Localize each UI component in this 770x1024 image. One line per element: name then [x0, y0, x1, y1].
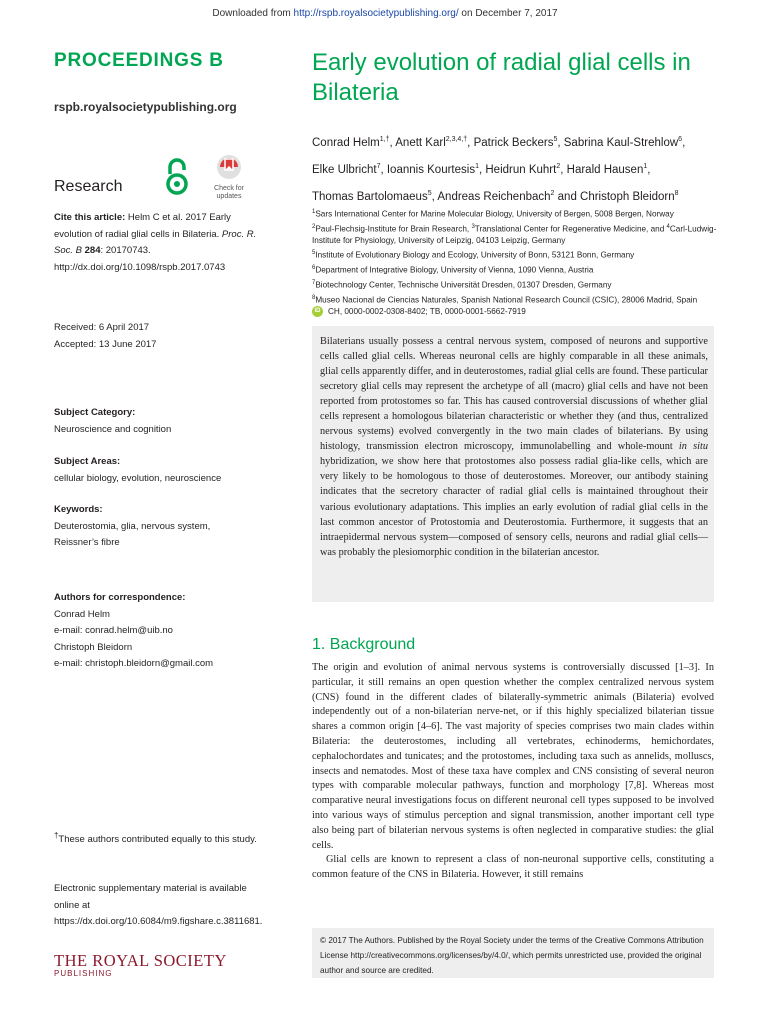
- footnote-mark: †: [54, 831, 59, 840]
- keywords-line2: Reissner’s fibre: [54, 537, 120, 548]
- affiliation-text: Paul-Flechsig-Institute for Brain Research,: [315, 224, 472, 234]
- check-for-updates-button[interactable]: [204, 154, 254, 201]
- author-name: Anett Karl: [395, 136, 446, 149]
- author-affiliation-marker: 2: [550, 189, 555, 197]
- author-affiliation-marker: 1,†: [379, 136, 390, 143]
- author-affiliation-marker: 6: [678, 136, 683, 143]
- cite-journal: Proc. R. Soc. B: [54, 228, 257, 256]
- equal-contribution-footnote: [54, 828, 264, 849]
- publisher-logo-sub: PUBLISHING: [54, 969, 113, 978]
- section-label: Research: [54, 178, 123, 195]
- affiliation-text: Carl-Ludwig-Institute for Physiology, University of Leipzig, 04103 Leipzig, Germany: [312, 224, 717, 246]
- author-name: Harald Hausen: [566, 163, 644, 176]
- author-affiliation-marker: 1: [475, 162, 479, 170]
- background-body: [312, 661, 714, 883]
- journal-name: PROCEEDINGS B: [54, 50, 224, 71]
- correspondent-name-2: Christoph Bleidorn: [54, 641, 133, 653]
- affiliation-text: Museo Nacional de Ciencias Naturales, Spanish National Research Council (CSIC), 28006 Madrid, Spain: [315, 295, 698, 305]
- subject-areas-block: [54, 454, 264, 487]
- author-affiliation-marker: 5: [427, 189, 432, 197]
- correspondent-email-1[interactable]: e-mail: conrad.helm@uib.no: [54, 625, 173, 636]
- cite-doi-link[interactable]: http://dx.doi.org/10.1098/rspb.2017.0743: [54, 261, 226, 273]
- author-name: Andreas Reichenbach: [437, 190, 551, 203]
- subject-category-label: Subject Category:: [54, 407, 136, 418]
- keywords-block: [54, 502, 264, 552]
- copyright-icon: ©: [320, 936, 327, 945]
- cite-label: Cite this article:: [54, 212, 126, 223]
- received-date: Received: 6 April 2017: [54, 322, 150, 333]
- check-updates-line2: updates: [216, 193, 242, 200]
- license-box: [312, 928, 714, 978]
- affiliation-text: Sars International Center for Marine Molecular Biology, University of Bergen, 5008 Bergen, Norway: [315, 209, 674, 219]
- affiliations: [312, 206, 722, 306]
- affiliation-text: Department of Integrative Biology, University of Vienna, 1090 Vienna, Austria: [315, 265, 594, 275]
- orcid-ids[interactable]: CH, 0000-0002-0308-8402; TB, 0000-0001-5662-7919: [328, 307, 526, 316]
- correspondence-label: Authors for correspondence:: [54, 592, 186, 603]
- affiliation-text: Biotechnology Center, Technische Universität Dresden, 01307 Dresden, Germany: [315, 280, 612, 290]
- correspondent-name-1: Conrad Helm: [54, 608, 110, 620]
- abstract-italic: in situ: [678, 441, 708, 453]
- affiliation-number: 3: [471, 223, 475, 230]
- correspondence-block: [54, 590, 264, 673]
- author-name: Christoph Bleidorn: [580, 190, 675, 203]
- author-name: Patrick Beckers: [473, 136, 554, 149]
- abstract-part1: Bilaterians usually possess a central nervous system, composed of neurons and supportive cells called glial cells. Whereas neuronal cells are highly comparable in all these animals, glial cells apparently differ, and in deuterostomes, radial glial cells are found. These particular secretory glial cells may represent the archetype of all (macro) glial cells and have not been reported from protostomes so far. This has caused controversial discussions of whether glial cells represent a homologous bilaterian characteristic or whether they (and thus, centralized nervous systems) evolved convergently in the two main clades of bilaterians. By using histology, transmission electron microscopy, immunolabelling and whole-mount: [320, 336, 708, 453]
- author-affiliation-marker: 2,3,4,†: [445, 136, 468, 143]
- author-name: Heidrun Kuhrt: [485, 163, 557, 176]
- dates-block: [54, 320, 264, 353]
- cite-volume: 284: [82, 245, 101, 256]
- affiliation-number: 4: [666, 223, 670, 230]
- check-updates-line1: Check for: [214, 185, 244, 192]
- subject-areas-value: cellular biology, evolution, neuroscience: [54, 472, 222, 484]
- publisher-logo: THE ROYAL SOCIETY: [54, 951, 227, 970]
- download-link[interactable]: http://rspb.royalsocietypublishing.org/: [293, 8, 459, 19]
- affiliation-number: 7: [312, 279, 316, 286]
- author-name: Sabrina Kaul-Strehlow: [563, 136, 679, 149]
- orcid-icon: iD: [312, 306, 323, 317]
- author-affiliation-marker: 1: [643, 162, 648, 170]
- cite-text: Helm C et al. 2017 Early evolution of radial glial cells in Bilateria.: [54, 212, 231, 240]
- citation-block: [54, 210, 264, 276]
- affiliation-number: 2: [312, 223, 316, 230]
- download-suffix: on December 7, 2017: [458, 8, 558, 19]
- open-access-icon: [165, 156, 189, 196]
- author-name: Elke Ulbricht: [312, 163, 377, 176]
- author-affiliation-marker: 7: [376, 162, 381, 170]
- background-paragraph-1: The origin and evolution of animal nervous systems is controversially discussed [1–3]. In particular, it still remains an open question whether the complex centralized nervous system (CNS) found in the different clades of bilaterally-symmetric animals (Bilateria) evolved independently out of a non-bilaterian nerve-net, or if this highly specialized bilaterian tissue shares a common origin [4–6]. The vast majority of species comprises two main clades within Bilateria: the deuterostomes, including all vertebrates, echinoderms, hemichordates, cephalochordates and tunicates; and the protostomes, including taxa such as annelids, molluscs, insects and nematodes. Most of these taxa have complex and CNS consisting of several neuron types with comparable molecular pathways, function and morphology [7,8]. Whereas most comparative neural investigations focus on different neuronal cell types supposed to be involved into various ways of stimulus perception and signal transmission, another important cell type also being part of bilaterian nervous systems is often neglected in comparative studies: the glial cells.: [312, 662, 714, 851]
- footnote-text: These authors contributed equally to this study.: [58, 834, 257, 846]
- background-paragraph-2: Glial cells are known to represent a class of non-neuronal supportive cells, constituting a common feature of the CNS in Bilateria. However, it still remains: [312, 854, 714, 881]
- article-title: Early evolution of radial glial cells in Bilateria: [312, 49, 691, 106]
- abstract-box: [312, 326, 714, 602]
- journal-site[interactable]: rspb.royalsocietypublishing.org: [54, 100, 237, 114]
- subject-areas-label: Subject Areas:: [54, 456, 121, 467]
- esm-note: Electronic supplementary material is available online at https://dx.doi.org/10.6084/m9.figshare.c.3811681.: [54, 883, 263, 927]
- author-name: Thomas Bartolomaeus: [312, 190, 428, 203]
- accepted-date: Accepted: 13 June 2017: [54, 338, 157, 350]
- affiliation-number: 8: [312, 294, 316, 301]
- affiliation-number: 6: [312, 265, 316, 272]
- cite-article: : 20170743.: [100, 245, 151, 256]
- download-notice: [0, 8, 770, 19]
- affiliation-number: 5: [312, 250, 316, 257]
- subject-category-value: Neuroscience and cognition: [54, 423, 172, 435]
- orcid-row: [312, 306, 526, 317]
- author-affiliation-marker: 5: [553, 136, 558, 143]
- author-name: Conrad Helm: [312, 136, 380, 149]
- affiliation-text: Translational Center for Regenerative Medicine, and: [474, 224, 667, 234]
- keywords-line1: Deuterostomia, glia, nervous system,: [54, 520, 211, 532]
- download-prefix: Downloaded from: [212, 8, 294, 19]
- check-updates-icon: [216, 154, 242, 180]
- abstract-part2: hybridization, we show here that protostomes also possess radial glia-like cells, which are very likely to be homologous to those of deuterostomes. Moreover, our antibody staining indicates that the secretory character of radial glial cells is maintained throughout their various evolutionary adaptations. This implies an early evolution of radial glial cells in the last common ancestor of Protostomia and Deuterostomia. Furthermore, it suggests that an intraepidermal nervous system—composed of sensory cells, neurons and radial glial cells—was probably the plesiomorphic condition in the bilaterian ancestor.: [320, 456, 708, 558]
- keywords-label: Keywords:: [54, 504, 103, 515]
- affiliation-text: Institute of Evolutionary Biology and Ecology, University of Bonn, 53121 Bonn, Germany: [315, 251, 635, 261]
- license-text: 2017 The Authors. Published by the Royal Society under the terms of the Creative Commons Attribution License http://creativecommons.org/licenses/by/4.0/, which permits unrestricted use, provided the original author and source are credited.: [320, 936, 704, 975]
- author-affiliation-marker: 2: [556, 162, 561, 170]
- author-name: Ioannis Kourtesis: [386, 163, 476, 176]
- author-affiliation-marker: 8: [674, 189, 679, 197]
- subject-category-block: [54, 405, 264, 438]
- author-list: Conrad Helm$^{1,\dagger}$, Anett Karl$^{2,3,4,\dagger}$, Patrick Beckers$^5$, Sabrina Kaul-Strehlow$^6$, Elke Ulbricht$^7$, Ioannis Kourtesis$^1$, Heidrun Kuhrt$^2$, Harald Hausen$^1$, Thomas Bartolomaeus$^5$, Andreas Reichenbach$^2$ and Christoph Bleidorn$^8$: [312, 136, 686, 203]
- background-heading: 1. Background: [312, 636, 416, 653]
- affiliation-number: 1: [312, 209, 316, 215]
- correspondent-email-2[interactable]: e-mail: christoph.bleidorn@gmail.com: [54, 658, 214, 669]
